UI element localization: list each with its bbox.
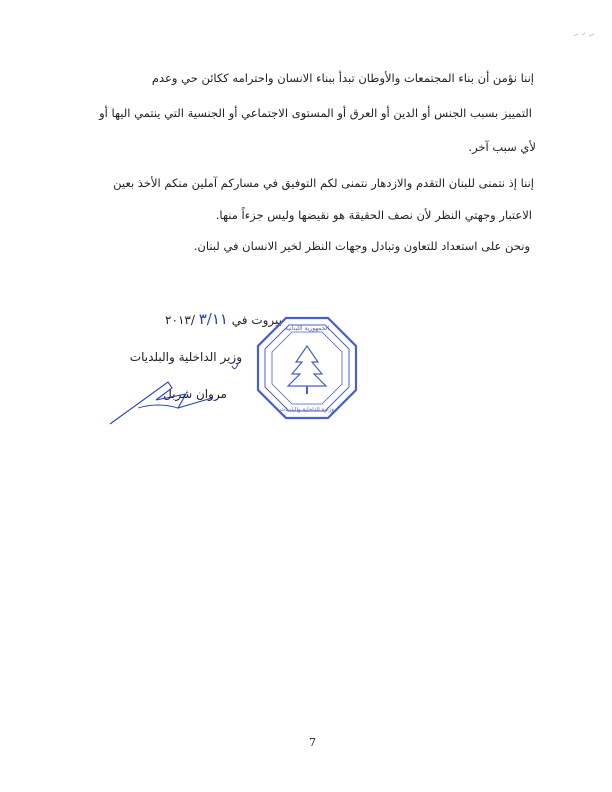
paragraph-1-line-1: إننا نؤمن أن بناء المجتمعات والأوطان تبدأ ببناء الانسان واحترامه ككائن حي وعدم	[151, 71, 534, 85]
date-place: بيروت في	[231, 313, 282, 327]
handwritten-signature	[108, 378, 218, 426]
handwritten-date: ٣/١١	[198, 310, 228, 328]
seal-bottom-text: وزارة الداخلية والبلديات	[280, 407, 334, 413]
paragraph-2-line-1: إننا إذ نتمنى للبنان التقدم والازدهار نتمنى لكم التوفيق في مساركم آملين منكم الأخذ بعين	[113, 176, 534, 190]
page-number: 7	[309, 736, 316, 749]
date-year: /٢٠١٣	[165, 313, 195, 327]
signatory-name: مروان شربل	[163, 387, 227, 401]
paragraph-1-line-2: التمييز بسبب الجنس أو الدين أو العرق أو المستوى الاجتماعي أو الجنسية التي ينتمي اليها أو	[99, 106, 532, 120]
cedar-tree-icon	[288, 346, 326, 394]
handwritten-tick-mark	[231, 363, 239, 373]
paragraph-1-line-3: لأي سبب آخر.	[468, 140, 536, 154]
ministry-seal-stamp	[256, 316, 358, 420]
signatory-title: وزير الداخلية والبلديات	[129, 350, 242, 364]
paragraph-2-line-2: الاعتبار وجهتي النظر لأن نصف الحقيقة هو نقيضها وليس جزءاً منها.	[215, 208, 532, 222]
seal-top-text: الجمهورية اللبنانية	[284, 325, 330, 332]
scan-artifact	[572, 28, 598, 40]
paragraph-3-line-1: ونحن على استعداد للتعاون وتبادل وجهات النظر لخير الانسان في لبنان.	[193, 239, 530, 253]
